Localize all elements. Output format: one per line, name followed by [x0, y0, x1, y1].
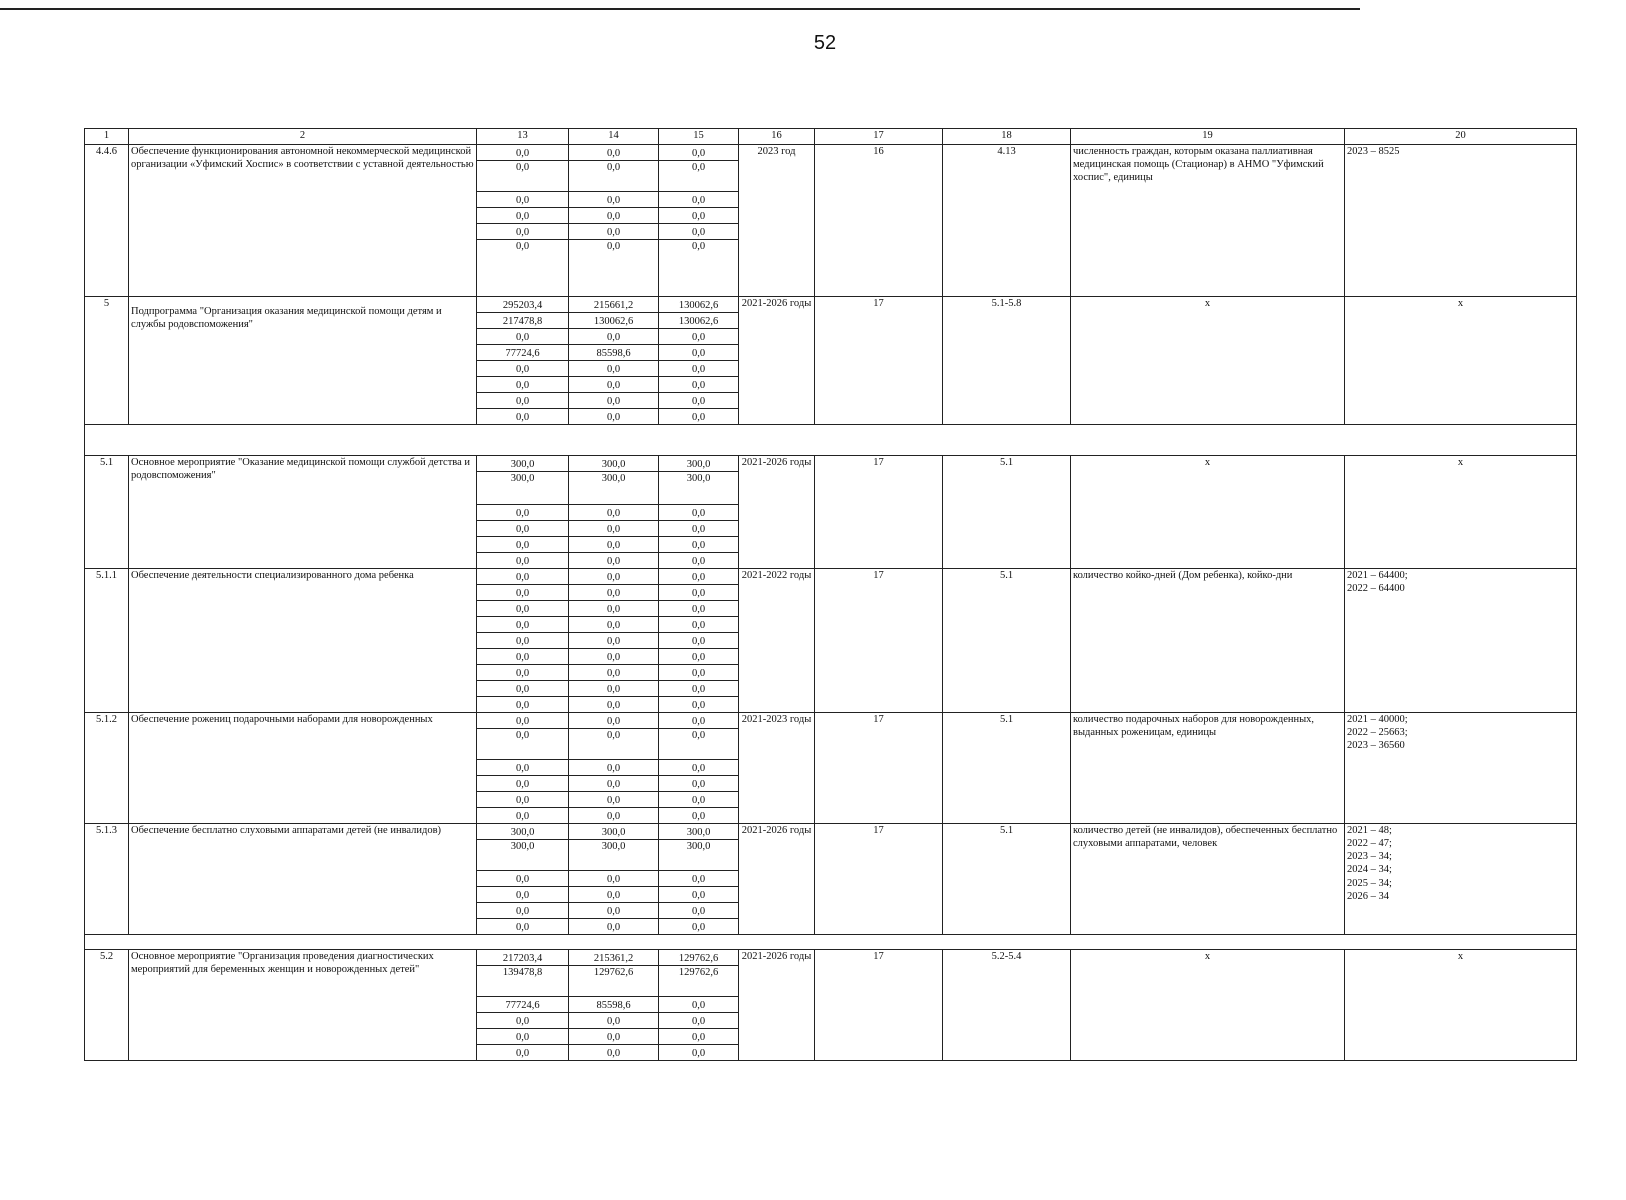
indicator-cell: количество койко-дней (Дом ребенка), койко-дни	[1071, 569, 1345, 713]
col18-cell: 5.1	[943, 824, 1071, 935]
value-cell: 0,0	[477, 192, 569, 208]
value-cell: 215661,2	[569, 297, 659, 313]
value-cell: 0,0	[477, 569, 569, 585]
period-cell: 2021-2023 годы	[739, 713, 815, 824]
target-values-cell: х	[1345, 950, 1577, 1061]
value-cell: 300,0	[659, 472, 739, 505]
indicator-cell: количество детей (не инвалидов), обеспеченных бесплатно слуховыми аппаратами, человек	[1071, 824, 1345, 935]
value-cell: 0,0	[659, 997, 739, 1013]
value-cell: 0,0	[477, 329, 569, 345]
value-cell: 0,0	[477, 240, 569, 297]
col-header-17: 17	[815, 129, 943, 145]
value-cell: 0,0	[569, 713, 659, 729]
table-row	[85, 824, 1577, 840]
row-name: Подпрограмма "Организация оказания медицинской помощи детям и службы родовспоможения"	[129, 297, 477, 425]
value-cell: 215361,2	[569, 950, 659, 966]
value-cell: 0,0	[569, 887, 659, 903]
value-cell: 0,0	[477, 903, 569, 919]
value-cell: 0,0	[569, 808, 659, 824]
value-cell: 0,0	[569, 681, 659, 697]
target-values-cell: 2021 – 48; 2022 – 47; 2023 – 34; 2024 – 34; 2025 – 34; 2026 – 34	[1345, 824, 1577, 935]
value-cell: 300,0	[477, 472, 569, 505]
col18-cell: 5.1-5.8	[943, 297, 1071, 425]
value-cell: 129762,6	[659, 966, 739, 997]
value-cell: 0,0	[569, 776, 659, 792]
value-cell: 0,0	[477, 1013, 569, 1029]
row-code: 5.1	[85, 456, 129, 569]
value-cell: 0,0	[659, 1045, 739, 1061]
col-header-15: 15	[659, 129, 739, 145]
target-values-cell: х	[1345, 297, 1577, 425]
value-cell: 0,0	[477, 760, 569, 776]
target-values-cell: х	[1345, 456, 1577, 569]
period-cell: 2021-2026 годы	[739, 456, 815, 569]
row-name: Обеспечение функционирования автономной некоммерческой медицинской организации «Уфимский Хоспис» в соответствии с уставной деятельностью	[129, 145, 477, 297]
col18-cell: 5.2-5.4	[943, 950, 1071, 1061]
value-cell: 0,0	[659, 505, 739, 521]
row-code: 5	[85, 297, 129, 425]
value-cell: 0,0	[477, 792, 569, 808]
col17-cell: 17	[815, 297, 943, 425]
row-name: Обеспечение бесплатно слуховыми аппаратами детей (не инвалидов)	[129, 824, 477, 935]
value-cell: 0,0	[659, 601, 739, 617]
value-cell: 0,0	[569, 697, 659, 713]
target-values-cell: 2021 – 64400; 2022 – 64400	[1345, 569, 1577, 713]
col-header-20: 20	[1345, 129, 1577, 145]
value-cell: 0,0	[477, 208, 569, 224]
value-cell: 85598,6	[569, 345, 659, 361]
period-cell: 2023 год	[739, 145, 815, 297]
value-cell: 0,0	[659, 393, 739, 409]
value-cell: 300,0	[659, 456, 739, 472]
col17-cell: 17	[815, 713, 943, 824]
value-cell: 130062,6	[569, 313, 659, 329]
value-cell: 300,0	[569, 472, 659, 505]
table-row	[85, 950, 1577, 966]
value-cell: 0,0	[477, 1029, 569, 1045]
value-cell: 0,0	[477, 537, 569, 553]
value-cell: 0,0	[569, 553, 659, 569]
value-cell: 0,0	[569, 601, 659, 617]
period-cell: 2021-2026 годы	[739, 297, 815, 425]
row-code: 5.1.3	[85, 824, 129, 935]
value-cell: 0,0	[659, 776, 739, 792]
value-cell: 0,0	[659, 161, 739, 192]
col-header-14: 14	[569, 129, 659, 145]
indicator-cell: х	[1071, 297, 1345, 425]
value-cell: 0,0	[477, 409, 569, 425]
value-cell: 0,0	[477, 553, 569, 569]
col17-cell: 16	[815, 145, 943, 297]
top-rule	[0, 8, 1360, 10]
value-cell: 0,0	[659, 903, 739, 919]
value-cell: 0,0	[477, 521, 569, 537]
value-cell: 0,0	[477, 145, 569, 161]
value-cell: 0,0	[569, 1045, 659, 1061]
col17-cell: 17	[815, 950, 943, 1061]
value-cell: 0,0	[477, 887, 569, 903]
col18-cell: 5.1	[943, 713, 1071, 824]
value-cell: 0,0	[477, 697, 569, 713]
value-cell: 0,0	[659, 792, 739, 808]
value-cell: 0,0	[477, 808, 569, 824]
value-cell: 300,0	[569, 824, 659, 840]
value-cell: 130062,6	[659, 313, 739, 329]
value-cell: 0,0	[477, 617, 569, 633]
value-cell: 0,0	[659, 521, 739, 537]
target-values-cell: 2023 – 8525	[1345, 145, 1577, 297]
value-cell: 0,0	[659, 729, 739, 760]
value-cell: 300,0	[569, 456, 659, 472]
value-cell: 217478,8	[477, 313, 569, 329]
value-cell: 0,0	[659, 377, 739, 393]
value-cell: 0,0	[569, 633, 659, 649]
row-name: Основное мероприятие "Организация проведения диагностических мероприятий для беременных женщин и новорожденных детей"	[129, 950, 477, 1061]
value-cell: 85598,6	[569, 997, 659, 1013]
value-cell: 0,0	[477, 713, 569, 729]
col18-cell: 5.1	[943, 569, 1071, 713]
value-cell: 0,0	[569, 871, 659, 887]
value-cell: 0,0	[569, 208, 659, 224]
value-cell: 0,0	[569, 585, 659, 601]
value-cell: 0,0	[477, 649, 569, 665]
value-cell: 0,0	[477, 871, 569, 887]
value-cell: 0,0	[659, 585, 739, 601]
value-cell: 0,0	[569, 919, 659, 935]
value-cell: 0,0	[569, 760, 659, 776]
value-cell: 0,0	[569, 192, 659, 208]
col-header-19: 19	[1071, 129, 1345, 145]
value-cell: 0,0	[569, 240, 659, 297]
value-cell: 0,0	[659, 649, 739, 665]
row-code: 4.4.6	[85, 145, 129, 297]
value-cell: 0,0	[477, 601, 569, 617]
value-cell: 0,0	[477, 585, 569, 601]
value-cell: 0,0	[569, 903, 659, 919]
value-cell: 0,0	[477, 377, 569, 393]
indicator-cell: х	[1071, 950, 1345, 1061]
budget-table	[84, 128, 1577, 1061]
value-cell: 300,0	[477, 840, 569, 871]
value-cell: 0,0	[659, 617, 739, 633]
value-cell: 0,0	[477, 224, 569, 240]
row-code: 5.2	[85, 950, 129, 1061]
value-cell: 0,0	[569, 792, 659, 808]
value-cell: 0,0	[477, 1045, 569, 1061]
value-cell: 0,0	[569, 665, 659, 681]
value-cell: 300,0	[659, 840, 739, 871]
table-row	[85, 297, 1577, 313]
value-cell: 0,0	[659, 760, 739, 776]
value-cell: 0,0	[477, 393, 569, 409]
value-cell: 0,0	[659, 887, 739, 903]
value-cell: 0,0	[569, 224, 659, 240]
value-cell: 0,0	[659, 345, 739, 361]
value-cell: 300,0	[477, 824, 569, 840]
value-cell: 0,0	[659, 713, 739, 729]
table-row	[85, 713, 1577, 729]
value-cell: 0,0	[477, 161, 569, 192]
value-cell: 0,0	[569, 361, 659, 377]
value-cell: 0,0	[569, 329, 659, 345]
value-cell: 0,0	[477, 633, 569, 649]
table-row	[85, 145, 1577, 161]
value-cell: 0,0	[569, 521, 659, 537]
col17-cell: 17	[815, 569, 943, 713]
row-name: Обеспечение рожениц подарочными наборами для новорожденных	[129, 713, 477, 824]
value-cell: 0,0	[569, 537, 659, 553]
value-cell: 0,0	[569, 393, 659, 409]
section-spacer	[85, 425, 1577, 456]
value-cell: 217203,4	[477, 950, 569, 966]
value-cell: 139478,8	[477, 966, 569, 997]
value-cell: 130062,6	[659, 297, 739, 313]
value-cell: 0,0	[659, 224, 739, 240]
value-cell: 129762,6	[659, 950, 739, 966]
value-cell: 0,0	[659, 208, 739, 224]
value-cell: 300,0	[569, 840, 659, 871]
table-row	[85, 569, 1577, 585]
value-cell: 0,0	[569, 729, 659, 760]
value-cell: 0,0	[659, 329, 739, 345]
value-cell: 0,0	[569, 377, 659, 393]
value-cell: 0,0	[659, 633, 739, 649]
value-cell: 0,0	[659, 697, 739, 713]
value-cell: 0,0	[569, 409, 659, 425]
value-cell: 0,0	[659, 1013, 739, 1029]
value-cell: 0,0	[569, 617, 659, 633]
value-cell: 0,0	[477, 729, 569, 760]
page-number: 52	[813, 32, 837, 54]
value-cell: 0,0	[477, 681, 569, 697]
value-cell: 0,0	[477, 505, 569, 521]
value-cell: 0,0	[477, 919, 569, 935]
value-cell: 295203,4	[477, 297, 569, 313]
value-cell: 0,0	[477, 361, 569, 377]
indicator-cell: х	[1071, 456, 1345, 569]
target-values-cell: 2021 – 40000; 2022 – 25663; 2023 – 36560	[1345, 713, 1577, 824]
value-cell: 77724,6	[477, 997, 569, 1013]
value-cell: 0,0	[659, 240, 739, 297]
value-cell: 300,0	[477, 456, 569, 472]
value-cell: 0,0	[659, 871, 739, 887]
value-cell: 0,0	[659, 361, 739, 377]
value-cell: 0,0	[659, 808, 739, 824]
value-cell: 0,0	[659, 192, 739, 208]
col18-cell: 5.1	[943, 456, 1071, 569]
value-cell: 0,0	[569, 1013, 659, 1029]
header-row	[85, 129, 1577, 145]
value-cell: 0,0	[659, 409, 739, 425]
budget-table-container	[84, 128, 1576, 1158]
row-name: Основное мероприятие "Оказание медицинской помощи службой детства и родовспоможения"	[129, 456, 477, 569]
value-cell: 0,0	[659, 145, 739, 161]
value-cell: 129762,6	[569, 966, 659, 997]
col-header-13: 13	[477, 129, 569, 145]
col-header-18: 18	[943, 129, 1071, 145]
value-cell: 0,0	[569, 649, 659, 665]
value-cell: 0,0	[569, 161, 659, 192]
col-header-16: 16	[739, 129, 815, 145]
indicator-cell: количество подарочных наборов для новорожденных, выданных роженицам, единицы	[1071, 713, 1345, 824]
value-cell: 0,0	[659, 919, 739, 935]
row-name: Обеспечение деятельности специализированного дома ребенка	[129, 569, 477, 713]
value-cell: 0,0	[569, 145, 659, 161]
row-code: 5.1.2	[85, 713, 129, 824]
value-cell: 300,0	[659, 824, 739, 840]
period-cell: 2021-2026 годы	[739, 824, 815, 935]
row-code: 5.1.1	[85, 569, 129, 713]
value-cell: 0,0	[569, 569, 659, 585]
col17-cell: 17	[815, 824, 943, 935]
value-cell: 0,0	[569, 505, 659, 521]
value-cell: 0,0	[569, 1029, 659, 1045]
period-cell: 2021-2026 годы	[739, 950, 815, 1061]
value-cell: 0,0	[659, 681, 739, 697]
col-header-2: 2	[129, 129, 477, 145]
col17-cell: 17	[815, 456, 943, 569]
value-cell: 0,0	[659, 553, 739, 569]
section-spacer	[85, 935, 1577, 950]
value-cell: 0,0	[659, 1029, 739, 1045]
col-header-1: 1	[85, 129, 129, 145]
indicator-cell: численность граждан, которым оказана паллиативная медицинская помощь (Стационар) в АНМО "Уфимский хоспис", единицы	[1071, 145, 1345, 297]
period-cell: 2021-2022 годы	[739, 569, 815, 713]
col18-cell: 4.13	[943, 145, 1071, 297]
value-cell: 0,0	[659, 569, 739, 585]
table-row	[85, 456, 1577, 472]
value-cell: 0,0	[477, 776, 569, 792]
value-cell: 77724,6	[477, 345, 569, 361]
value-cell: 0,0	[659, 665, 739, 681]
value-cell: 0,0	[659, 537, 739, 553]
value-cell: 0,0	[477, 665, 569, 681]
